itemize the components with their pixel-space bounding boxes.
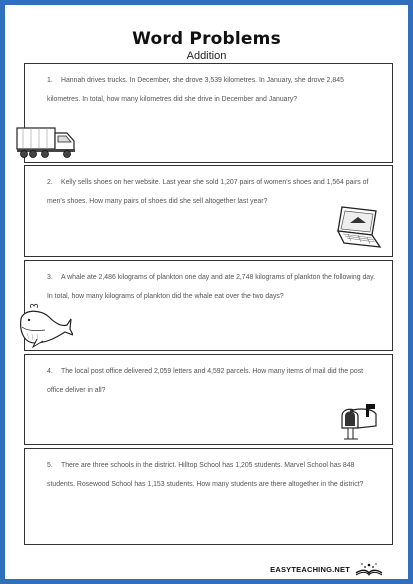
problem-text-3 <box>47 268 378 306</box>
laptop-icon <box>328 203 384 253</box>
whale-icon <box>17 303 73 349</box>
problem-statement-5: There are three schools in the district. Hilltop School has 1,205 students. Marvel School has 848 students. Rosewood School has 1,153 students. How many students are there altogether in the district? <box>47 462 364 488</box>
problem-text-4 <box>47 362 378 400</box>
problem-box-3 <box>24 260 393 351</box>
problem-statement-3: A whale ate 2,486 kilograms of plankton one day and ate 2,748 kilograms of plankton the following day. In total, how many kilograms of plankton did the whale eat over the two days? <box>47 274 375 300</box>
mailbox-icon <box>338 402 380 440</box>
problem-statement-4: The local post office delivered 2,059 letters and 4,592 parcels. How many items of mail did the post office deliver in all? <box>47 368 364 394</box>
problem-statement-1: Hannah drives trucks. In December, she drove 3,539 kilometres. In January, she drove 2,845 kilometres. In total, how many kilometres did she drive in December and January? <box>47 77 344 103</box>
truck-icon <box>15 125 79 159</box>
problem-number-3: 3. <box>47 274 53 281</box>
footer-brand: EASYTEACHING.NET <box>270 564 350 574</box>
problem-text-5 <box>47 456 378 494</box>
problem-number-5: 5. <box>47 462 53 469</box>
page-title: Word Problems <box>132 29 281 49</box>
problem-number-1: 1. <box>47 77 53 84</box>
footer <box>270 562 384 576</box>
problem-statement-2: Kelly sells shoes on her website. Last year she sold 1,207 pairs of women's shoes and 1,564 pairs of men's shoes. How many pairs of shoes did she sell altogether last year? <box>47 179 369 205</box>
page-subtitle: Addition <box>186 50 227 62</box>
problem-text-1 <box>47 71 378 109</box>
problem-number-2: 2. <box>47 179 53 186</box>
problem-box-1 <box>24 63 393 163</box>
problem-number-4: 4. <box>47 368 53 375</box>
problem-box-5 <box>24 448 393 545</box>
book-logo-icon <box>354 562 384 576</box>
worksheet-page <box>5 5 408 579</box>
